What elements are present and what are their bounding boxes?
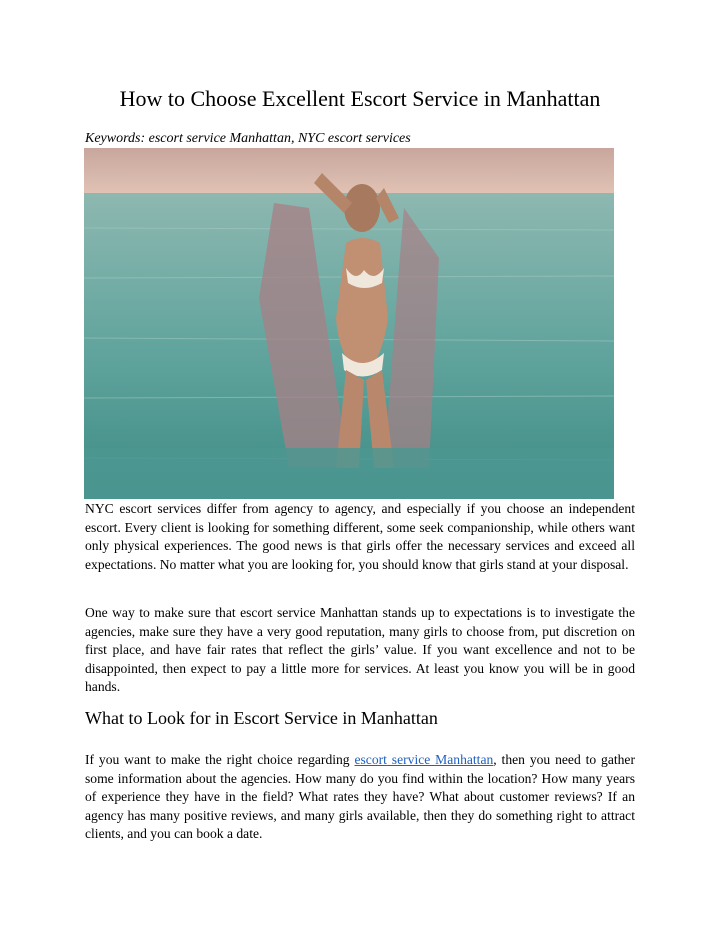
paragraph-text-start: If you want to make the right choice regarding [85,752,355,767]
beach-photo [84,148,614,499]
section-heading: What to Look for in Escort Service in Manhattan [85,708,438,728]
keywords-line: Keywords: escort service Manhattan, NYC escort services [85,131,411,146]
document-title: How to Choose Excellent Escort Service in Manhattan [119,86,601,111]
paragraph-intro: NYC escort services differ from agency to agency, and especially if you choose an independent escort. Every client is looking for something different, some seek companionship, while others want only physical experiences. The good news is that girls offer the necessary services and exceed all expectations. No matter what you are looking for, you should know that girls stand at your disposal. [85,501,635,572]
paragraph-what-to-look-for [85,751,635,844]
paragraph-expectations: One way to make sure that escort service Manhattan stands up to expectations is to investigate the agencies, make sure they have a very good reputation, many girls to choose from, put discretion on first place, and have fair rates that reflect the girls’ value. If you want excellence and not to be disappointed, then expect to pay a little more for services. At least you know you will be in good hands. [85,605,635,695]
escort-service-manhattan-link[interactable]: escort service Manhattan [354,752,494,767]
paragraph-text-end: , then you need to gather some information about the agencies. How many do you find within the location? How many years of experience they have in the field? What rates they have? What about customer reviews? If an agency has many positive reviews, and many girls available, then they do something right to attract clients, and you can book a date. [85,752,635,842]
photo-illustration [84,148,614,499]
